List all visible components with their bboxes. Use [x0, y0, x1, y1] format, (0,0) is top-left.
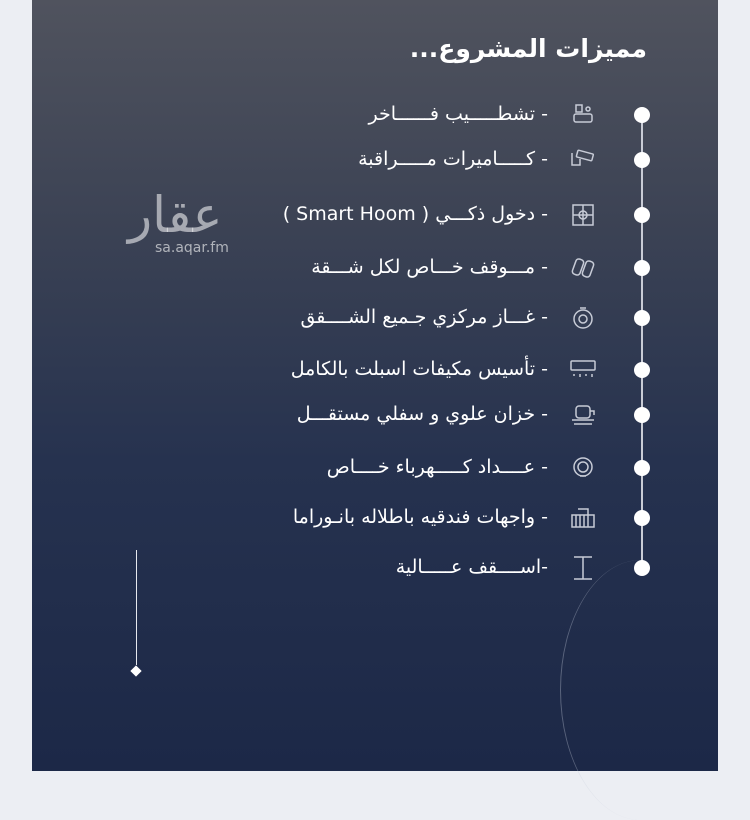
timeline-dot — [634, 207, 650, 223]
timeline-dot — [634, 560, 650, 576]
feature-label: -اســــقف عـــــالية — [395, 555, 548, 578]
timeline-dot — [634, 152, 650, 168]
timeline-dot — [634, 310, 650, 326]
timeline-dot — [634, 510, 650, 526]
gas-icon — [568, 305, 598, 331]
timeline-dot — [634, 260, 650, 276]
parking-icon — [568, 255, 598, 281]
feature-label: - دخول ذكـــي ( Smart Hoom ) — [282, 202, 548, 225]
feature-label: - غـــاز مركزي جـميع الشــــقق — [300, 305, 548, 328]
timeline-line — [641, 115, 643, 568]
building-facade-icon — [568, 505, 598, 531]
water-tank-icon — [568, 402, 598, 428]
electric-meter-icon — [568, 455, 598, 481]
air-conditioner-icon — [568, 357, 598, 383]
timeline-dot — [634, 362, 650, 378]
security-camera-icon — [568, 147, 598, 173]
feature-label: - مـــوقف خـــاص لكل شـــقة — [311, 255, 548, 278]
timeline-dot — [634, 107, 650, 123]
feature-label: - خزان علوي و سفلي مستقـــل — [296, 402, 548, 425]
decorative-arc — [560, 560, 721, 820]
feature-label: - تأسيس مكيفات اسبلت بالكامل — [290, 357, 548, 380]
feature-label: - واجهات فندقيه باطلاله بانـوراما — [292, 505, 548, 528]
feature-label: - تشطـــــيب فــــــاخر — [368, 102, 548, 125]
page-title: مميزات المشروع... — [409, 34, 647, 63]
timeline-dot — [634, 460, 650, 476]
furniture-icon — [568, 102, 598, 128]
feature-label: - كـــــاميرات مـــــراقبة — [358, 147, 548, 170]
timeline-dot — [634, 407, 650, 423]
smart-home-icon — [568, 202, 598, 228]
ceiling-height-icon — [568, 555, 598, 581]
watermark-logo: عقار — [128, 186, 223, 244]
feature-label: - عــــداد كـــــهرباء خــــاص — [326, 455, 548, 478]
watermark-url: sa.aqar.fm — [155, 240, 229, 256]
decorative-line — [136, 550, 137, 665]
